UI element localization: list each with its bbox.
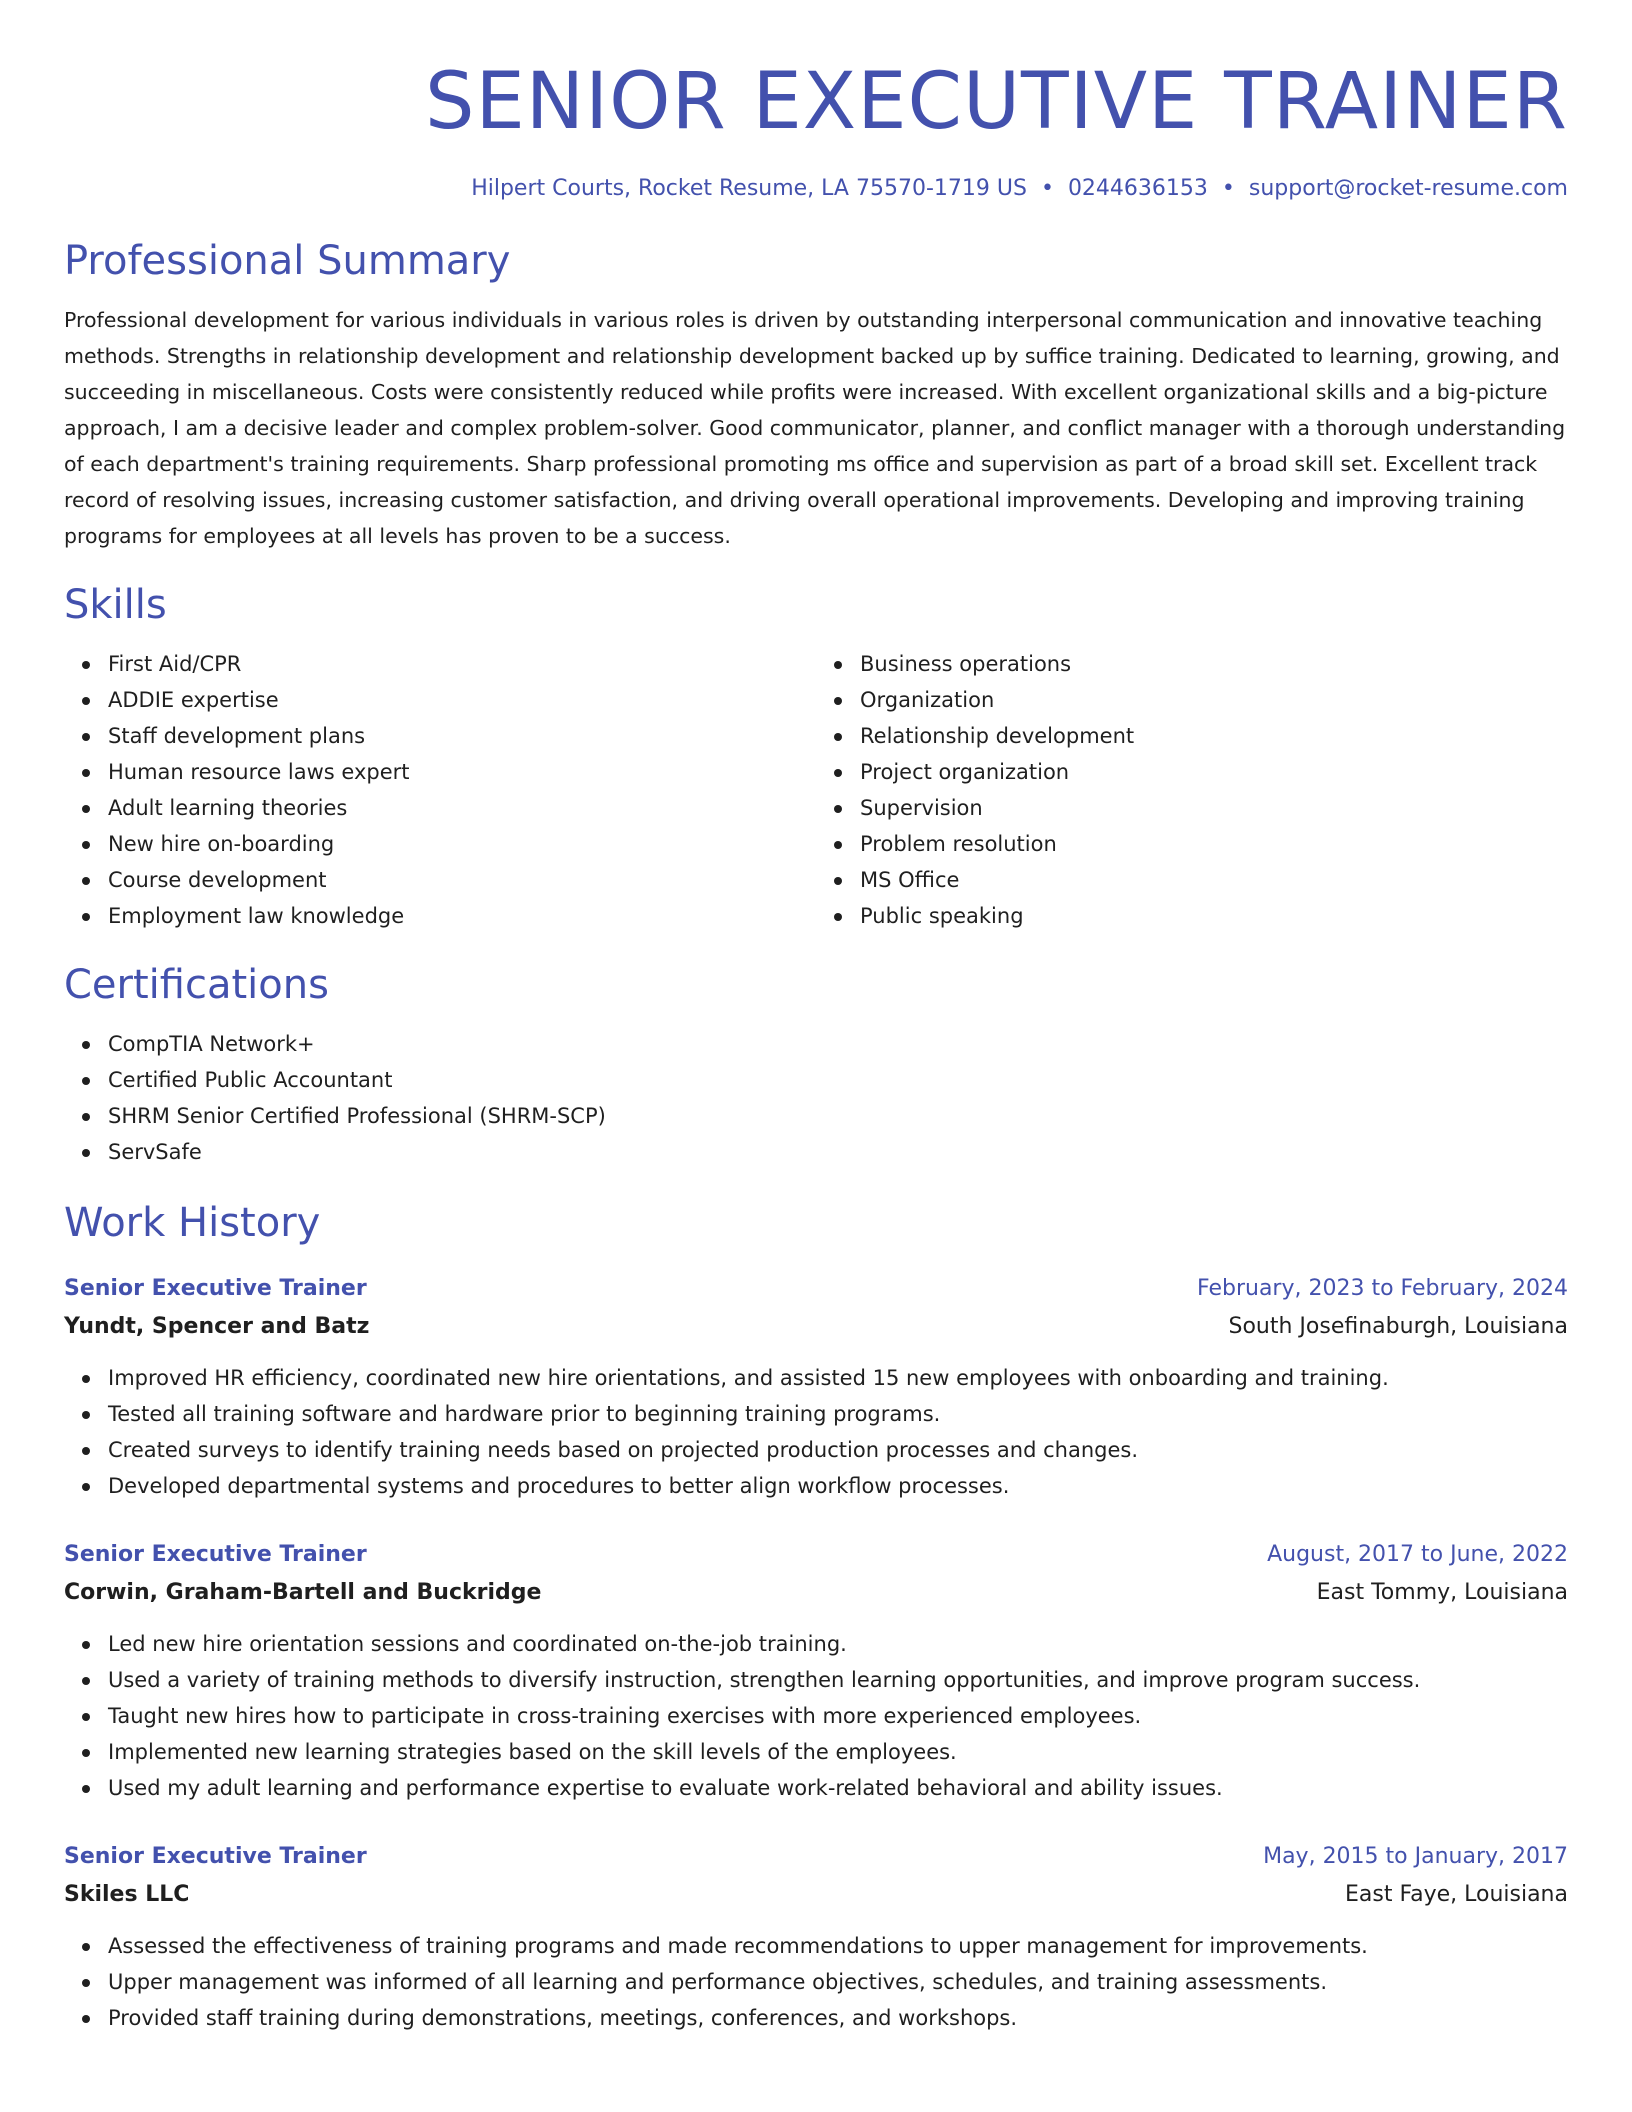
skill-item: Human resource laws expert [108,754,816,790]
skill-item: Project organization [860,754,1568,790]
job-dates: August, 2017 to June, 2022 [1267,1542,1568,1567]
skill-item: New hire on-boarding [108,826,816,862]
certification-item: Certified Public Accountant [108,1062,1568,1098]
certifications-list [64,1026,1568,1170]
job-location: East Faye, Louisiana [1345,1882,1568,1907]
job-bullet: Used my adult learning and performance expertise to evaluate work-related behavioral and ability issues. [108,1770,1568,1806]
job-entry [64,1270,1568,1504]
contact-address: Hilpert Courts, Rocket Resume, LA 75570-1719 US [471,176,1027,201]
contact-email[interactable]: support@rocket-resume.com [1248,176,1568,201]
job-bullet: Upper management was informed of all learning and performance objectives, schedules, and training assessments. [108,1964,1568,2000]
job-bullets [64,1360,1568,1504]
job-bullet: Implemented new learning strategies based on the skill levels of the employees. [108,1734,1568,1770]
job-title: Senior Executive Trainer [64,1276,367,1301]
certifications-heading: Certifications [64,962,329,1008]
job-bullets [64,1928,1568,2036]
job-bullets [64,1626,1568,1806]
job-bullet: Led new hire orientation sessions and coordinated on-the-job training. [108,1626,1568,1662]
skill-item: Organization [860,682,1568,718]
job-bullet: Used a variety of training methods to diversify instruction, strengthen learning opportunities, and improve program success. [108,1662,1568,1698]
job-bullet: Improved HR efficiency, coordinated new hire orientations, and assisted 15 new employees with onboarding and training. [108,1360,1568,1396]
job-entry [64,1536,1568,1806]
job-header-row [64,1270,1568,1308]
job-bullet: Taught new hires how to participate in cross-training exercises with more experienced employees. [108,1698,1568,1734]
job-bullet: Tested all training software and hardware prior to beginning training programs. [108,1396,1568,1432]
job-company: Corwin, Graham-Bartell and Buckridge [64,1580,542,1605]
job-company-row [64,1574,1568,1612]
job-company-row [64,1876,1568,1914]
skills-section [64,578,1568,934]
job-bullet: Provided staff training during demonstrations, meetings, conferences, and workshops. [108,2000,1568,2036]
job-bullet: Developed departmental systems and procedures to better align workflow processes. [108,1468,1568,1504]
job-location: South Josefinaburgh, Louisiana [1228,1314,1568,1339]
resume-name: SENIOR EXECUTIVE TRAINER [424,57,1568,147]
work-history-heading: Work History [64,1200,321,1246]
job-title: Senior Executive Trainer [64,1844,367,1869]
skill-item: Business operations [860,646,1568,682]
skill-item: Public speaking [860,898,1568,934]
skills-list-left [64,646,816,934]
work-history-section [64,1196,1568,2036]
certification-item: ServSafe [108,1134,1568,1170]
contact-separator: • [1221,176,1235,201]
job-company: Skiles LLC [64,1882,190,1907]
job-header-row [64,1838,1568,1876]
contact-phone: 0244636153 [1067,176,1208,201]
job-location: East Tommy, Louisiana [1316,1580,1568,1605]
contact-separator: • [1040,176,1054,201]
skill-item: Adult learning theories [108,790,816,826]
skill-item: Employment law knowledge [108,898,816,934]
skill-item: MS Office [860,862,1568,898]
certification-item: CompTIA Network+ [108,1026,1568,1062]
skill-item: ADDIE expertise [108,682,816,718]
job-header-row [64,1536,1568,1574]
skills-heading: Skills [64,582,167,628]
job-bullet: Assessed the effectiveness of training programs and made recommendations to upper management for improvements. [108,1928,1568,1964]
summary-section [64,234,1568,554]
job-entry [64,1838,1568,2036]
job-company: Yundt, Spencer and Batz [64,1314,370,1339]
skill-item: Staff development plans [108,718,816,754]
certifications-section [64,958,1568,1170]
skills-list-right [816,646,1568,934]
job-bullet: Created surveys to identify training needs based on projected production processes and changes. [108,1432,1568,1468]
skill-item: Relationship development [860,718,1568,754]
skill-item: First Aid/CPR [108,646,816,682]
job-title: Senior Executive Trainer [64,1542,367,1567]
skill-item: Problem resolution [860,826,1568,862]
job-dates: February, 2023 to February, 2024 [1197,1276,1568,1301]
summary-text: Professional development for various individuals in various roles is driven by outstanding interpersonal communication and innovative teaching methods. Strengths in relationship development and relationship development backed up by suffice training. Dedicated to learning, growing, and succeeding in miscellaneous. Costs were consistently reduced while profits were increased. With excellent organizational skills and a big-picture approach, I am a decisive leader and complex problem-solver. Good communicator, planner, and conflict manager with a thorough understanding of each department's training requirements. Sharp professional promoting ms office and supervision as part of a broad skill set. Excellent track record of resolving issues, increasing customer satisfaction, and driving overall operational improvements. Developing and improving training programs for employees at all levels has proven to be a success. [64,308,1566,548]
summary-heading: Professional Summary [64,238,511,284]
skill-item: Supervision [860,790,1568,826]
skill-item: Course development [108,862,816,898]
job-company-row [64,1308,1568,1346]
skills-columns [64,646,1568,934]
contact-line [64,172,1568,206]
job-dates: May, 2015 to January, 2017 [1263,1844,1568,1869]
certification-item: SHRM Senior Certified Professional (SHRM-SCP) [108,1098,1568,1134]
